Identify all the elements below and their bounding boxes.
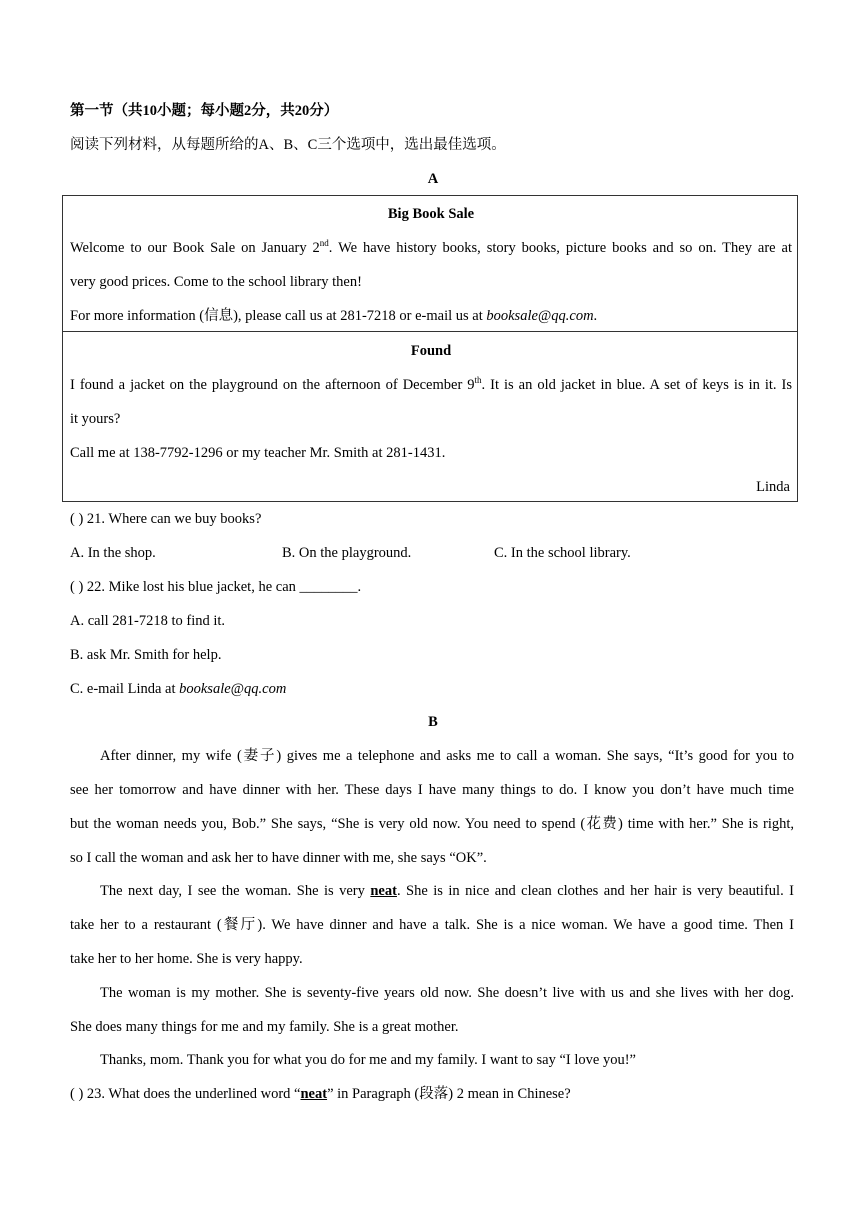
paragraph-line: take her to her home. She is very happy. — [70, 951, 303, 967]
instructions: 阅读下列材料，从每题所给的A、B、C三个选项中，选出最佳选项。 — [70, 137, 506, 153]
option-22-a: A. call 281-7218 to find it. — [70, 613, 226, 629]
book-sale-notice — [62, 195, 798, 332]
notice-line: I found a jacket on the playground on the afternoon of December 9th. It is an old jacket in blue. A set of keys is in it. Is — [70, 375, 792, 393]
option-21-b: B. On the playground. — [282, 545, 412, 561]
paragraph-line: The next day, I see the woman. She is very neat. She is in nice and clean clothes and her hair is very beautiful. I — [100, 883, 794, 899]
underlined-word: neat — [300, 1086, 328, 1102]
option-21-a: A. In the shop. — [70, 545, 156, 561]
paragraph-line: She does many things for me and my family. She is a great mother. — [70, 1019, 459, 1035]
paragraph-line: Thanks, mom. Thank you for what you do for me and my family. I want to say “I love you!” — [100, 1052, 636, 1068]
section-title: 第一节（共10小题；每小题2分，共20分） — [70, 103, 339, 119]
notice-title: Found — [410, 343, 452, 359]
option-22-b: B. ask Mr. Smith for help. — [70, 647, 222, 663]
paragraph-line: see her tomorrow and have dinner with her. These days I have many things to do. I know you don’t have much time — [70, 782, 794, 798]
email-text: booksale@qq.com — [179, 681, 287, 697]
notice-line: Welcome to our Book Sale on January 2nd. We have history books, story books, picture books and so on. They are at — [70, 238, 792, 256]
paragraph-line: take her to a restaurant (餐厅). We have dinner and have a talk. She is a nice woman. We have a good time. Then I — [70, 917, 794, 933]
notice-title: Big Book Sale — [387, 206, 475, 222]
notice-line: For more information (信息), please call us at 281-7218 or e-mail us at booksale@qq.com. — [70, 308, 598, 324]
option-22-c: C. e-mail Linda at booksale@qq.com — [70, 681, 287, 697]
option-21-c: C. In the school library. — [494, 545, 631, 561]
signature: Linda — [756, 479, 790, 495]
question-22: ( ) 22. Mike lost his blue jacket, he can ________. — [70, 579, 362, 595]
paragraph-line: but the woman needs you, Bob.” She says, “She is very old now. You need to spend (花费) time with her.” She is right, — [70, 816, 794, 832]
paragraph-line: so I call the woman and ask her to have dinner with me, she says “OK”. — [70, 850, 487, 866]
notice-line: Call me at 138-7792-1296 or my teacher Mr. Smith at 281-1431. — [70, 445, 446, 461]
email-text: booksale@qq.com — [486, 308, 594, 324]
passage-a-label: A — [427, 171, 439, 187]
question-23: ( ) 23. What does the underlined word “neat” in Paragraph (段落) 2 mean in Chinese? — [70, 1086, 571, 1102]
notice-line: it yours? — [70, 411, 121, 427]
underlined-word: neat — [370, 883, 397, 899]
paragraph-line: The woman is my mother. She is seventy-five years old now. She doesn’t live with us and she lives with her dog. — [100, 985, 794, 1001]
passage-b-label: B — [428, 714, 438, 730]
question-21: ( ) 21. Where can we buy books? — [70, 511, 262, 527]
paragraph-line: After dinner, my wife (妻子) gives me a telephone and asks me to call a woman. She says, “It’s good for you to — [100, 748, 794, 764]
found-notice — [62, 331, 798, 502]
notice-line: very good prices. Come to the school library then! — [70, 274, 362, 290]
